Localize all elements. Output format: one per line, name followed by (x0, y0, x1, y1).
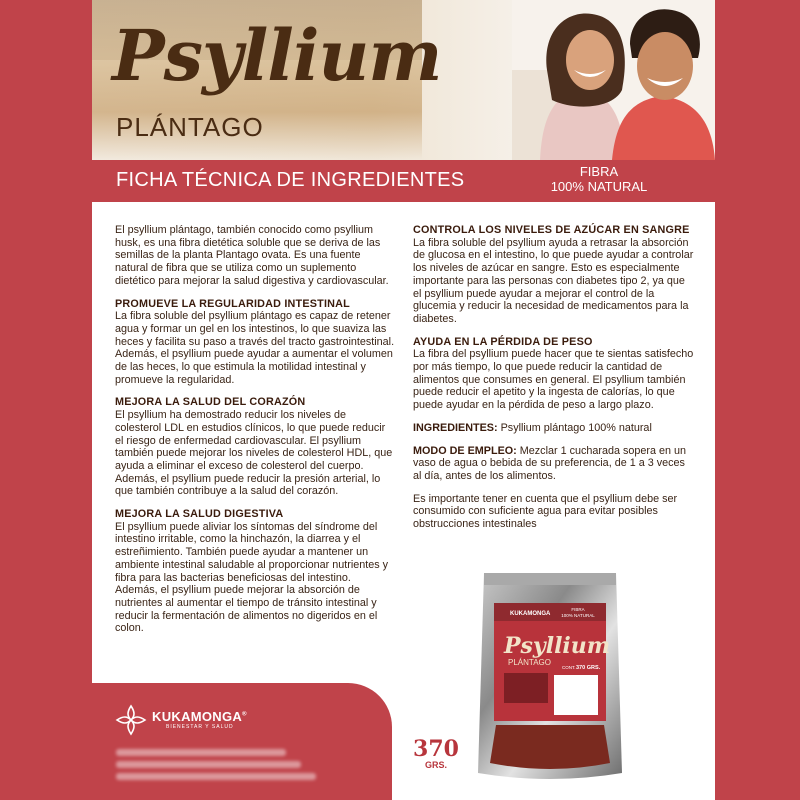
left-column (115, 224, 395, 645)
net-weight (411, 738, 461, 770)
section-digestiva (115, 508, 395, 635)
hero-title: Psyllium (112, 14, 442, 97)
section-title: AYUDA EN LA PÉRDIDA DE PESO (413, 335, 593, 348)
pouch-subtitle: PLÁNTAGO (508, 658, 551, 667)
section-title: MEJORA LA SALUD DIGESTIVA (115, 508, 284, 521)
footer-panel (92, 683, 392, 800)
banner-title: FICHA TÉCNICA DE INGREDIENTES (116, 169, 465, 191)
kukamonga-logo-icon (114, 703, 148, 737)
couple-photo (512, 0, 715, 160)
fiber-badge-line1: FIBRA (579, 164, 619, 179)
net-weight-number: 370 (413, 736, 459, 762)
pouch-brand: KUKAMONGA (510, 611, 551, 617)
right-column (413, 224, 695, 541)
section-regularidad (115, 298, 395, 387)
tech-sheet (92, 0, 715, 800)
net-weight-unit: GRS. (424, 760, 447, 770)
section-text: El psyllium ha demostrado reducir los niveles de colesterol LDL en estudios clínicos, lo que puede reducir el riesgo de enfermedad cardiovascular. El psyllium también puede mejorar los niveles de colesterol HDL, que ayuda a eliminar el exceso de colesterol del cuerpo. Además, el psyllium puede reducir la presión arterial, lo que también contribuye a la salud del corazón. (115, 409, 393, 498)
hero-subtitle: PLÁNTAGO (116, 112, 264, 142)
section-corazon (115, 396, 395, 498)
pouch-title: Psyllium (504, 633, 611, 659)
product-pouch-image (476, 563, 624, 785)
section-title: PROMUEVE LA REGULARIDAD INTESTINAL (115, 297, 350, 310)
pouch-content-label: CONT. (562, 665, 576, 670)
section-text: La fibra del psyllium puede hacer que te sientas satisfecho por más tiempo, lo que puede reducir la cantidad de alimentos que consumes en general. El psyllium también puede reducir el apetito y la ingesta de calorías, lo que puede ayudar en la pérdida de peso a largo plazo. (413, 348, 694, 412)
pouch-badge-line2: 100% NATURAL (561, 613, 595, 618)
blurred-contact-line (116, 761, 301, 768)
section-text: La fibra soluble del psyllium ayuda a retrasar la absorción de glucosa en el intestino, lo que puede ayudar a controlar los niveles de azúcar en sangre. Esto es especialmente importante para las personas con diabetes tipo 2, ya que el psyllium puede ayudar a mejorar el control de la glucemia y reducir la necesidad de medicamentos para la diabetes. (413, 236, 694, 325)
blurred-contact-line (116, 749, 286, 756)
section-text: El psyllium puede aliviar los síntomas del síndrome del intestino irritable, como la hinchazón, la diarrea y el estreñimiento. También puede ayudar a mantener un ambiente intestinal saludable al proporcionar nutrientes y fibra para las bacterias beneficiosas del intestino. Además, el psyllium puede mejorar la absorción de nutrientes al aumentar el tiempo de tránsito intestinal y reducir la fermentación de alimentos no digeridos en el colon. (115, 520, 389, 635)
water-note: Es importante tener en cuenta que el psyllium debe ser consumido con suficiente agua para evitar posibles obstrucciones intestinales (413, 492, 678, 531)
pouch-content-value: 370 GRS. (576, 665, 601, 671)
section-peso (413, 336, 695, 412)
intro-paragraph: El psyllium plántago, también conocido como psyllium husk, es una fibra dietética soluble que se deriva de las semillas de la planta Plantago ovata. Es una fuente natural de fibra que se utiliza como un suplemento dietético para mejorar la salud digestiva y cardiovascular. (115, 224, 389, 287)
pouch-badge-line1: FIBRA (571, 607, 585, 612)
usage-line (413, 445, 695, 483)
ingredients-label: INGREDIENTES: (413, 421, 498, 434)
section-title: MEJORA LA SALUD DEL CORAZÓN (115, 396, 306, 409)
section-title: CONTROLA LOS NIVELES DE AZÚCAR EN SANGRE (413, 224, 690, 236)
ingredients-line (413, 422, 695, 435)
usage-text: Mezclar 1 cucharada sopera en un vaso de agua o bebida de su preferencia, de 1 a 3 veces al día, antes de los alimentos. (413, 444, 687, 482)
footer-tagline: BIENESTAR Y SALUD (166, 724, 234, 730)
section-banner (92, 160, 715, 202)
blurred-contact-line (116, 773, 316, 780)
fiber-badge (534, 164, 664, 194)
section-azucar (413, 224, 695, 326)
footer-brand: KUKAMONGA® (152, 709, 247, 724)
hero-banner (92, 0, 715, 160)
section-text: La fibra soluble del psyllium plántago es capaz de retener agua y formar un gel en los intestinos, lo que suaviza las heces y facilita su paso a través del tracto gastrointestinal. Además, el psyllium puede ayudar a aumentar el volumen de las heces, lo que estimula la motilidad intestinal y promueve la regularidad. (115, 310, 395, 386)
ingredients-text: Psyllium plántago 100% natural (497, 421, 652, 434)
fiber-badge-line2: 100% NATURAL (550, 179, 648, 194)
usage-label: MODO DE EMPLEO: (413, 444, 517, 457)
